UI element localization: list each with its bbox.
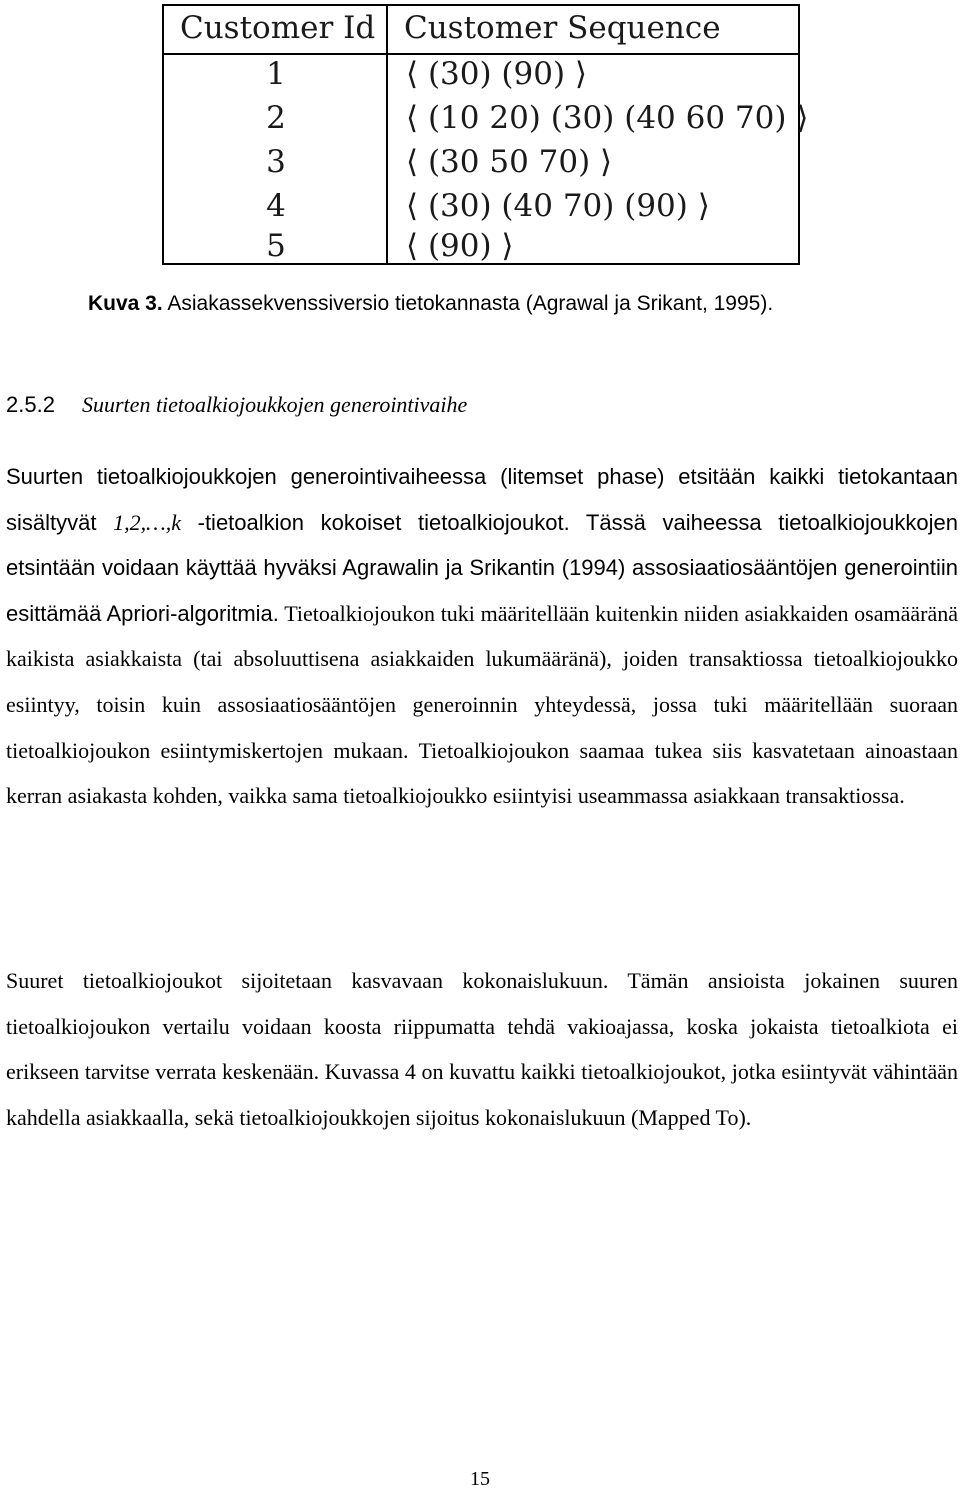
customer-sequence-table xyxy=(162,4,809,265)
customer-sequence-cell: ⟨ (30) (40 70) (90) ⟩ xyxy=(406,188,710,224)
paragraph xyxy=(6,454,958,819)
page-number: 15 xyxy=(470,1468,490,1490)
paragraph-text: -tietoalkion kokoiset tietoalkiojoukot. Tässä vaiheessa tietoalkiojoukkojen etsintään voidaan käyttää hyväksi Agrawalin ja Srikantin (1994) assosiaatiosääntöjen generointiin esittämää Apriori-algoritmia. xyxy=(6,509,958,626)
customer-id-cell: 3 xyxy=(266,144,286,180)
header-customer-id: Customer Id xyxy=(180,10,376,46)
customer-id-cell: 2 xyxy=(266,100,286,136)
customer-id-cell: 5 xyxy=(266,228,286,264)
table-row xyxy=(164,140,798,184)
paragraph-text: Tietoalkiojoukon tuki määritellään kuitenkin niiden asiakkaiden osamääränä kaikista asiakkaista (tai absoluuttisena asiakkaiden lukumääränä), joiden transaktiossa tietoalkiojoukko esiintyy, toisin kuin assosiaatiosääntöjen generoinnin yhteydessä, jossa tuki määritellään suoraan tietoalkiojoukon esiintymiskertojen mukaan. Tietoalkiojoukon saamaa tukea siis kasvatetaan ainoastaan kerran asiakasta kohden, vaikka sama tietoalkiojoukko esiintyisi useammassa asiakkaan transaktiossa. xyxy=(6,600,958,809)
customer-id-cell: 4 xyxy=(266,188,286,224)
table-row xyxy=(164,184,798,228)
paragraph-text: Suuret tietoalkiojoukot sijoitetaan kasvavaan kokonaislukuun. Tämän ansioista jokainen suuren tietoalkiojoukon vertailu voidaan koosta riippumatta tehdä vakioajassa, koska jokaista tietoalkiota ei erikseen tarvitse verrata keskenään. Kuvassa 4 on kuvattu kaikki tietoalkiojoukot, jotka esiintyvät vähintään kahdella asiakkaalla, sekä tietoalkiojoukkojen sijoitus kokonaislukuun (Mapped To). xyxy=(6,968,958,1130)
table-row xyxy=(164,224,798,268)
header-customer-sequence: Customer Sequence xyxy=(404,10,721,46)
paragraph xyxy=(6,958,958,1140)
section-heading xyxy=(6,392,467,418)
table-row xyxy=(164,96,809,140)
customer-sequence-cell: ⟨ (30 50 70) ⟩ xyxy=(406,144,613,180)
customer-id-cell: 1 xyxy=(266,56,286,92)
figure-caption xyxy=(88,292,773,316)
customer-sequence-cell: ⟨ (30) (90) ⟩ xyxy=(406,56,588,92)
caption-text: Asiakassekvenssiversio tietokannasta (Agrawal ja Srikant, 1995). xyxy=(162,292,774,315)
caption-label: Kuva 3. xyxy=(88,292,163,315)
table-row xyxy=(164,52,798,96)
section-title: Suurten tietoalkiojoukkojen generointivaihe xyxy=(82,392,468,417)
paragraph-text: Suurten tietoalkiojoukkojen generointivaiheessa (litemset phase) etsitään kaikki tietokantaan sisältyvät xyxy=(6,464,958,535)
customer-sequence-cell: ⟨ (10 20) (30) (40 60 70) ⟩ xyxy=(406,100,809,136)
customer-sequence-cell: ⟨ (90) ⟩ xyxy=(406,228,514,264)
paragraph-italic-range: 1,2,…,k xyxy=(113,509,181,535)
section-number: 2.5.2 xyxy=(6,392,55,417)
